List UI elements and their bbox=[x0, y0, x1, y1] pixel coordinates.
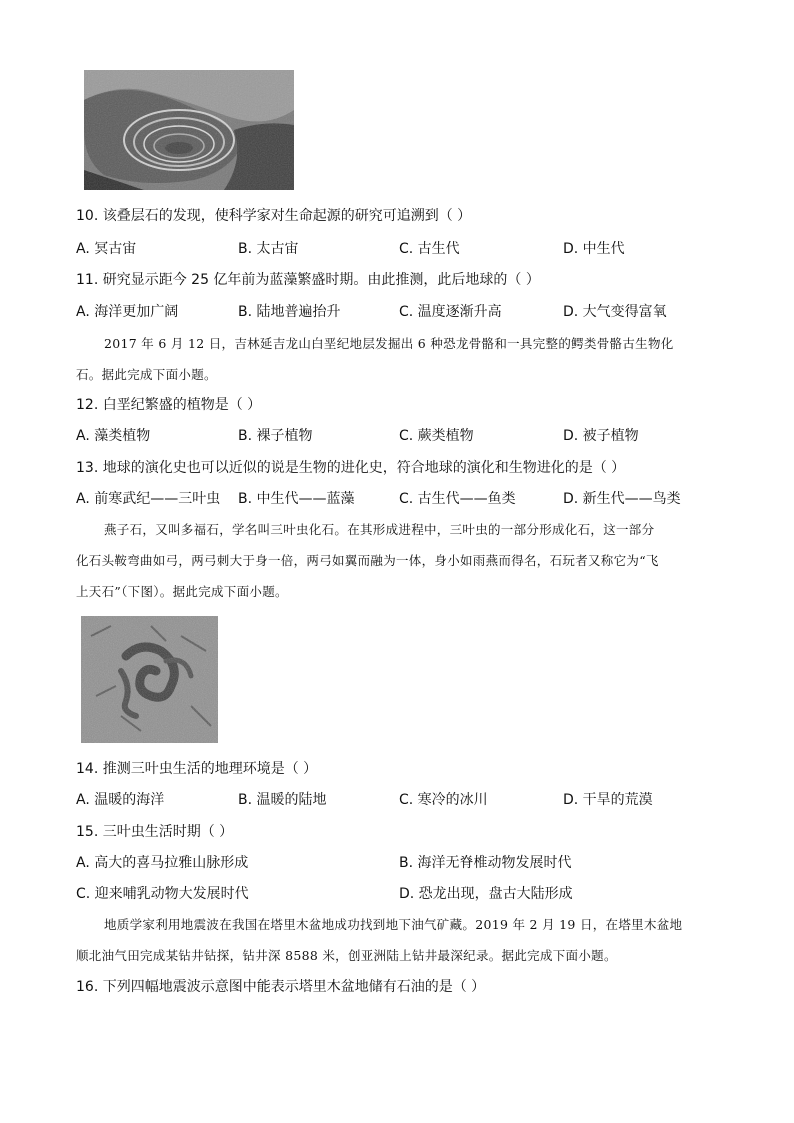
passage-2-line-3: 上天石”（下图）。据此完成下面小题。 bbox=[76, 584, 288, 599]
q11-option-b[interactable]: B. 陆地普遍抬升 bbox=[238, 304, 341, 320]
q15-option-b[interactable]: B. 海洋无脊椎动物发展时代 bbox=[399, 855, 572, 871]
question-15-stem: 15. 三叶虫生活时期（ ） bbox=[76, 824, 234, 840]
q15-option-c[interactable]: C. 迎来哺乳动物大发展时代 bbox=[76, 886, 249, 902]
passage-1-line-2: 石。据此完成下面小题。 bbox=[76, 367, 217, 382]
q10-option-a[interactable]: A. 冥古宙 bbox=[76, 241, 137, 257]
question-16-stem: 16. 下列四幅地震波示意图中能表示塔里木盆地储有石油的是（ ） bbox=[76, 979, 486, 995]
stromatolite-photo bbox=[84, 70, 294, 190]
question-10-stem: 10. 该叠层石的发现，使科学家对生命起源的研究可追溯到（ ） bbox=[76, 208, 472, 224]
question-14-stem: 14. 推测三叶虫生活的地理环境是（ ） bbox=[76, 761, 318, 777]
passage-1-line-1: 2017 年 6 月 12 日，吉林延吉龙山白垩纪地层发掘出 6 种恐龙骨骼和一具完整的鳄类骨骼古生物化 bbox=[104, 336, 674, 351]
q13-option-c[interactable]: C. 古生代——鱼类 bbox=[399, 491, 516, 507]
q10-option-b[interactable]: B. 太古宙 bbox=[238, 241, 299, 257]
question-13-stem: 13. 地球的演化史也可以近似的说是生物的进化史，符合地球的演化和生物进化的是（ ） bbox=[76, 460, 626, 476]
q12-option-b[interactable]: B. 裸子植物 bbox=[238, 428, 313, 444]
trilobite-fossil-photo bbox=[81, 616, 218, 743]
passage-2-line-2: 化石头鞍弯曲如弓，两弓刺大于身一倍，两弓如翼而融为一体，身小如雨燕而得名，石玩者又称它为“飞 bbox=[76, 553, 659, 568]
q15-option-d[interactable]: D. 恐龙出现，盘古大陆形成 bbox=[399, 886, 573, 902]
question-12-stem: 12. 白垩纪繁盛的植物是（ ） bbox=[76, 397, 262, 413]
q14-option-b[interactable]: B. 温暖的陆地 bbox=[238, 792, 327, 808]
q10-option-d[interactable]: D. 中生代 bbox=[563, 241, 625, 257]
q15-option-a[interactable]: A. 高大的喜马拉雅山脉形成 bbox=[76, 855, 249, 871]
q10-option-c[interactable]: C. 古生代 bbox=[399, 241, 460, 257]
q12-option-c[interactable]: C. 蕨类植物 bbox=[399, 428, 474, 444]
q13-option-b[interactable]: B. 中生代——蓝藻 bbox=[238, 491, 355, 507]
q13-option-a[interactable]: A. 前寒武纪——三叶虫 bbox=[76, 491, 221, 507]
q14-option-d[interactable]: D. 干旱的荒漠 bbox=[563, 792, 653, 808]
q13-option-d[interactable]: D. 新生代——鸟类 bbox=[563, 491, 681, 507]
q14-option-c[interactable]: C. 寒冷的冰川 bbox=[399, 792, 488, 808]
q12-option-a[interactable]: A. 藻类植物 bbox=[76, 428, 151, 444]
q12-option-d[interactable]: D. 被子植物 bbox=[563, 428, 639, 444]
passage-3-line-2: 顺北油气田完成某钻井钻探，钻井深 8588 米，创亚洲陆上钻井最深纪录。据此完成下面小题。 bbox=[76, 948, 617, 963]
passage-3-line-1: 地质学家利用地震波在我国在塔里木盆地成功找到地下油气矿藏。2019 年 2 月 19 日，在塔里木盆地 bbox=[104, 917, 683, 932]
question-11-stem: 11. 研究显示距今 25 亿年前为蓝藻繁盛时期。由此推测，此后地球的（ ） bbox=[76, 272, 540, 288]
q14-option-a[interactable]: A. 温暖的海洋 bbox=[76, 792, 165, 808]
passage-2-line-1: 燕子石，又叫多福石，学名叫三叶虫化石。在其形成进程中，三叶虫的一部分形成化石，这一部分 bbox=[104, 522, 655, 537]
q11-option-a[interactable]: A. 海洋更加广阔 bbox=[76, 304, 179, 320]
q11-option-c[interactable]: C. 温度逐渐升高 bbox=[399, 304, 502, 320]
q11-option-d[interactable]: D. 大气变得富氧 bbox=[563, 304, 667, 320]
